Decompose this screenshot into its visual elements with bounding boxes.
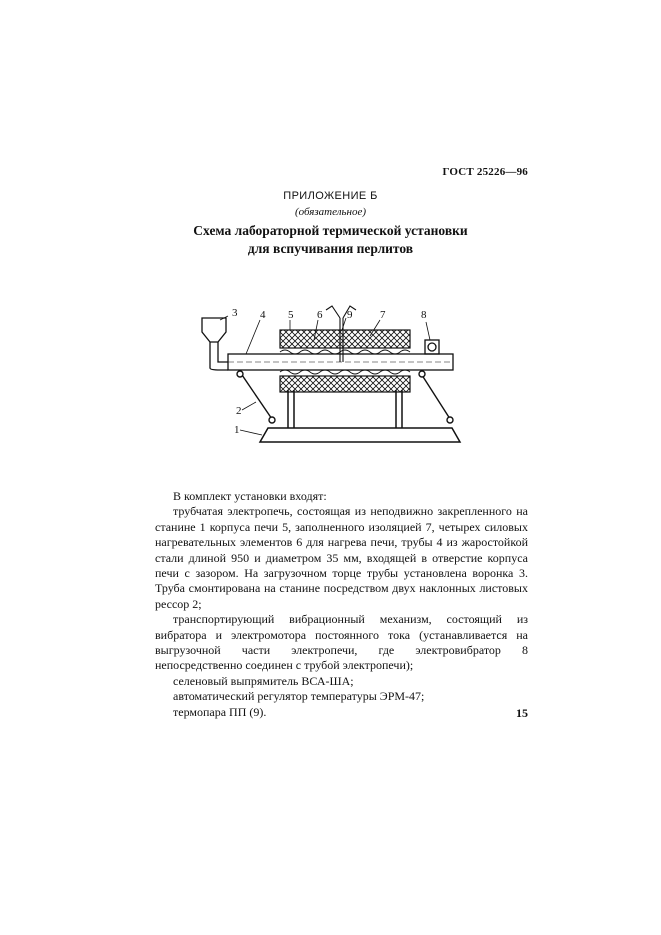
appendix-status: (обязательное) bbox=[294, 206, 367, 218]
stand-base bbox=[260, 428, 460, 442]
funnel bbox=[202, 318, 228, 370]
paragraph: селеновый выпрямитель ВСА-ШA; bbox=[173, 673, 354, 688]
appendix-label: ПРИЛОЖЕНИЕ Б bbox=[283, 190, 378, 202]
body-text bbox=[155, 489, 528, 720]
label-9: 9 bbox=[347, 309, 353, 321]
label-5: 5 bbox=[288, 309, 294, 321]
label-8: 8 bbox=[421, 309, 427, 321]
appendix-title-line-2: для вспучивания перлитов bbox=[247, 241, 414, 256]
appendix-title-line-1: Схема лабораторной термической установки bbox=[193, 223, 468, 238]
paragraph: В комплект установки входят: bbox=[173, 489, 327, 503]
page-number: 15 bbox=[516, 706, 528, 720]
label-6: 6 bbox=[317, 309, 323, 321]
label-4: 4 bbox=[260, 309, 266, 321]
label-1: 1 bbox=[234, 424, 240, 436]
standard-number: ГОСТ 25226—96 bbox=[442, 166, 528, 178]
paragraph: термопара ПП (9). bbox=[173, 704, 267, 719]
paragraph: транспортирующий вибрационный механизм, состоящий из вибратора и электромотора постоянного тока (устанавливается на выгрузочной части электропечи, где электровибратор 8 непосредственно соединен с трубой электропечи); bbox=[155, 612, 528, 673]
label-3: 3 bbox=[232, 307, 238, 319]
vibrator bbox=[425, 340, 439, 354]
paragraph: трубчатая электропечь, состоящая из неподвижно закрепленного на станине 1 корпуса печи 5, заполненного изоляцией 7, четырех силовых нагревательных элементов 6 для нагрева печи, трубы 4 из жаростойкой стали длиной 950 и диаметром 35 мм, входящей в отверстие корпуса печи с зазором. На загрузочном торце трубы установлена воронка 3. Труба смонтирована на станине посредством двух наклонных листовых рессор 2; bbox=[155, 504, 528, 611]
label-7: 7 bbox=[380, 309, 386, 321]
stand-legs bbox=[288, 390, 402, 428]
furnace-body bbox=[280, 330, 410, 392]
paragraph: автоматический регулятор температуры ЭРМ-47; bbox=[173, 689, 425, 704]
furnace-schematic bbox=[190, 290, 470, 450]
label-2: 2 bbox=[236, 405, 242, 417]
